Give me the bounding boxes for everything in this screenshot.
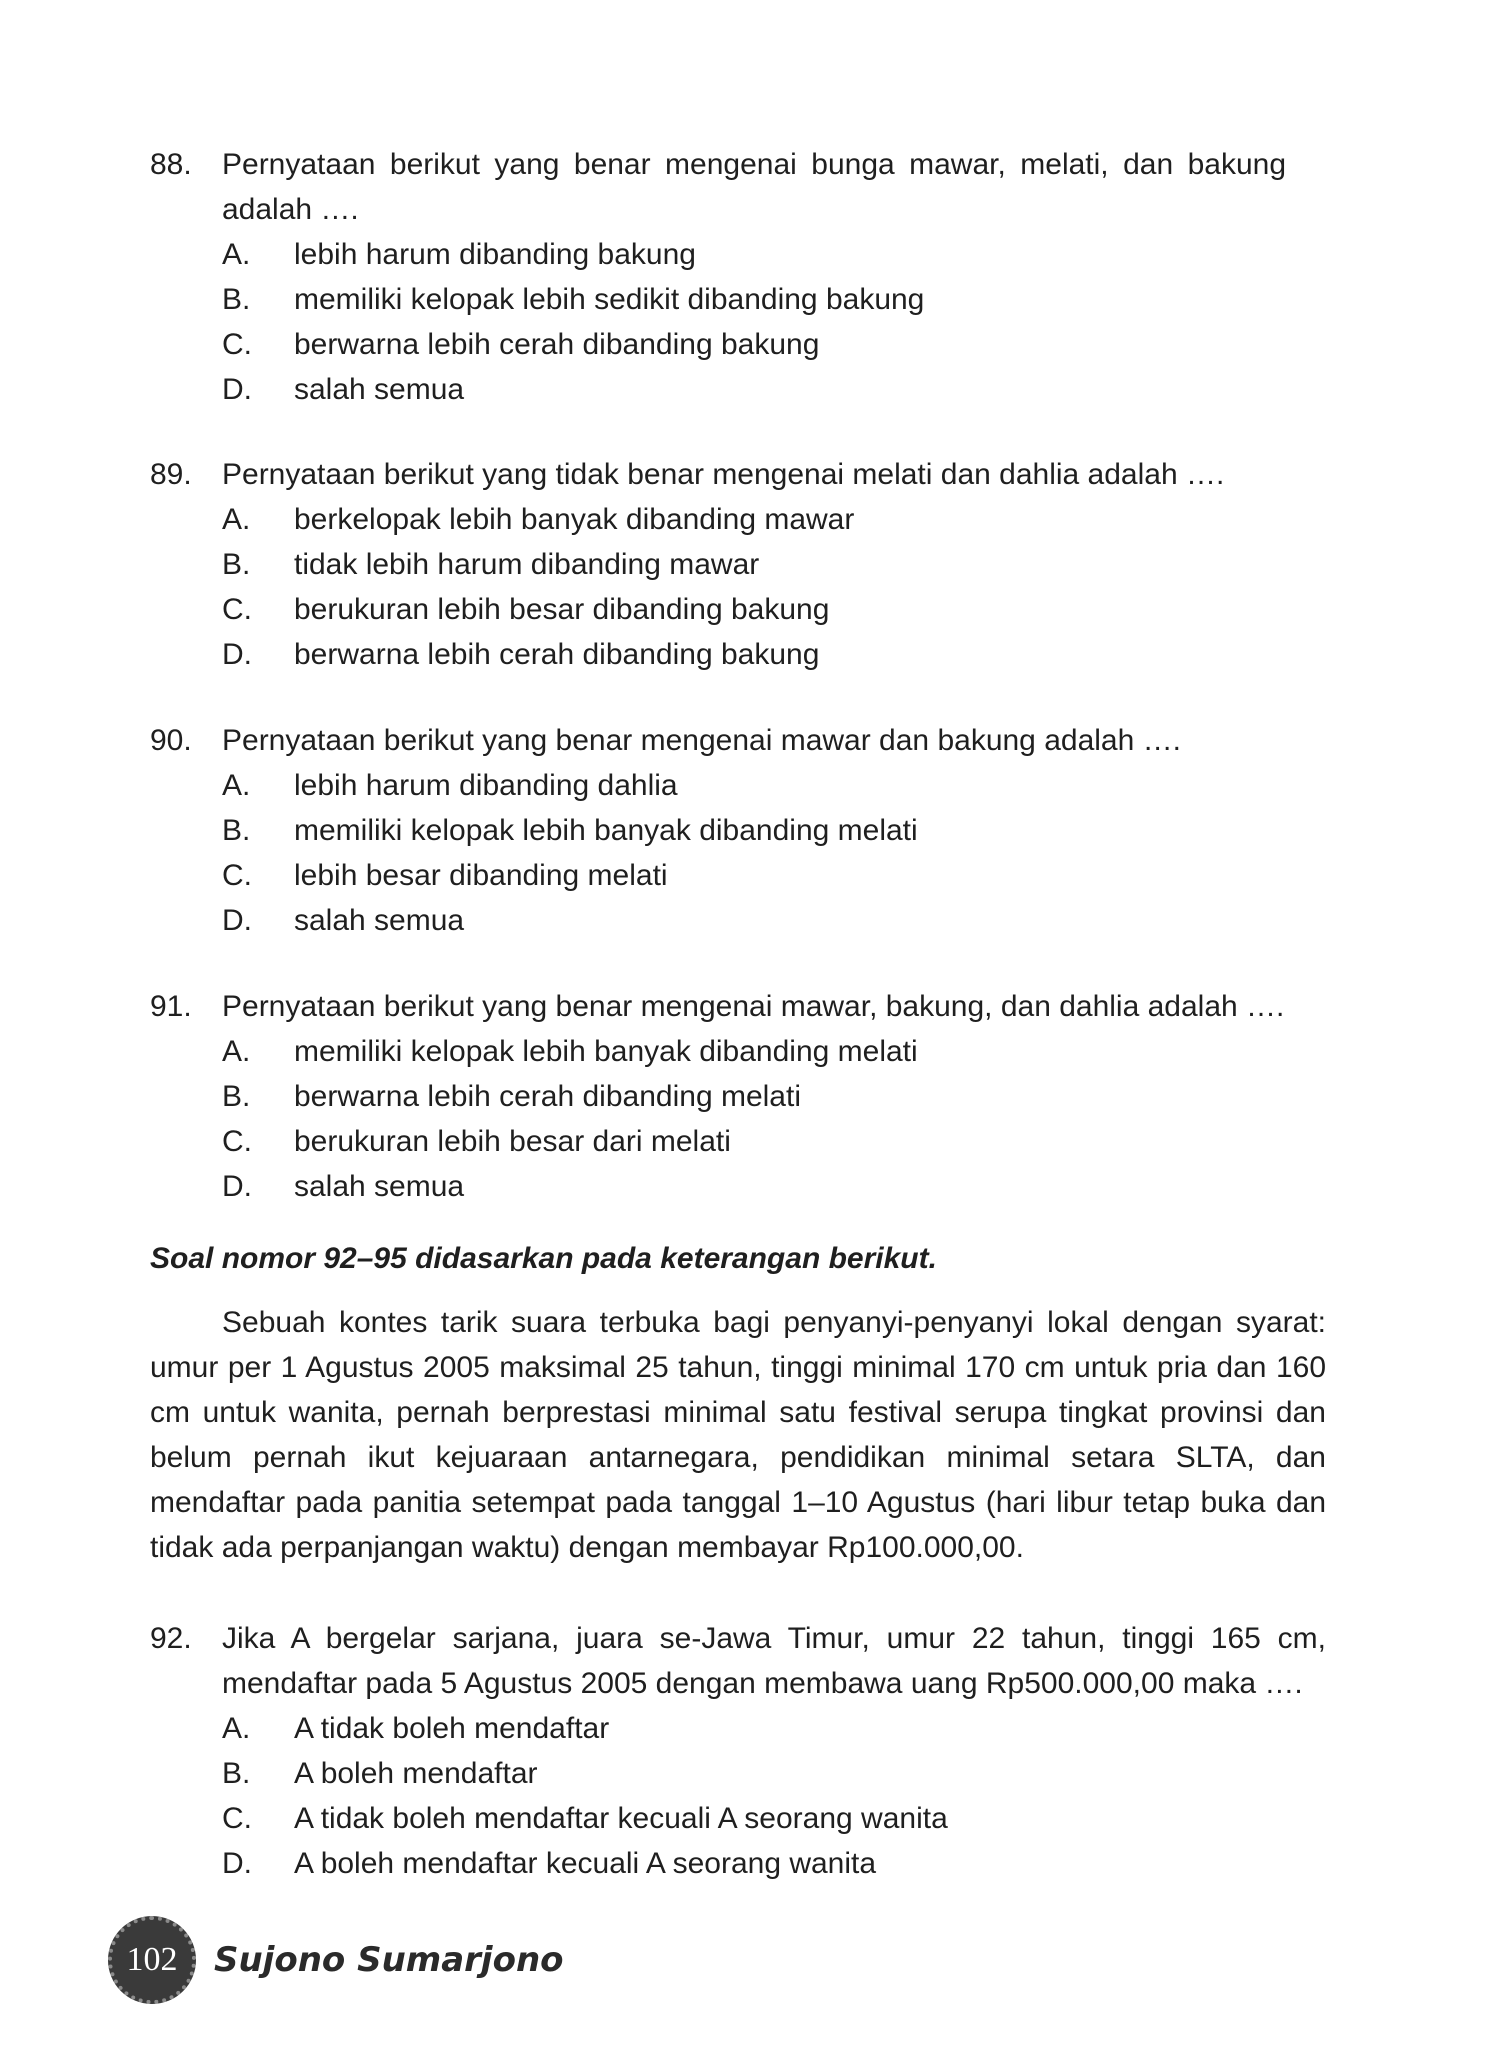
author-name: Sujono Sumarjono <box>214 1940 564 1980</box>
option-text: berukuran lebih besar dibanding bakung <box>294 593 830 626</box>
option-letter: D. <box>222 1170 252 1203</box>
question-text: Pernyataan berikut yang benar mengenai mawar, bakung, dan dahlia adalah …. <box>222 990 1285 1023</box>
question-text: Pernyataan berikut yang benar mengenai mawar dan bakung adalah …. <box>222 724 1181 757</box>
option-letter: A. <box>222 769 251 802</box>
option-letter: C. <box>222 1802 252 1835</box>
option-text: A boleh mendaftar kecuali A seorang wanita <box>294 1847 877 1880</box>
question-88 <box>150 142 1326 412</box>
option-text: memiliki kelopak lebih sedikit dibanding bakung <box>294 283 925 316</box>
option-c <box>222 587 1326 632</box>
option-letter: D. <box>222 1847 252 1880</box>
option-letter: D. <box>222 373 252 406</box>
page-number-badge <box>108 1916 196 2004</box>
option-letter: A. <box>222 1712 251 1745</box>
option-letter: D. <box>222 638 252 671</box>
option-c <box>222 322 1326 367</box>
option-b <box>222 1751 1326 1796</box>
option-text: salah semua <box>294 1170 465 1203</box>
option-letter: C. <box>222 593 252 626</box>
option-d <box>222 632 1326 677</box>
option-b <box>222 1074 1326 1119</box>
option-letter: C. <box>222 328 252 361</box>
option-a <box>222 1706 1326 1751</box>
question-number: 89. <box>150 458 192 491</box>
option-c <box>222 1119 1326 1164</box>
option-d <box>222 1164 1326 1209</box>
option-text: A tidak boleh mendaftar <box>294 1712 610 1745</box>
option-text: berwarna lebih cerah dibanding melati <box>294 1080 801 1113</box>
question-number: 88. <box>150 148 192 181</box>
option-letter: A. <box>222 1035 251 1068</box>
option-letter: C. <box>222 859 252 892</box>
option-text: salah semua <box>294 904 465 937</box>
option-text: A tidak boleh mendaftar kecuali A seorang wanita <box>294 1802 948 1835</box>
option-letter: A. <box>222 238 251 271</box>
question-text: Jika A bergelar sarjana, juara se-Jawa Timur, umur 22 tahun, tinggi 165 cm, mendaftar pada 5 Agustus 2005 dengan membawa uang Rp500.000,00 maka …. <box>222 1622 1326 1700</box>
option-letter: D. <box>222 904 252 937</box>
option-text: memiliki kelopak lebih banyak dibanding melati <box>294 814 918 847</box>
option-b <box>222 542 1326 587</box>
option-text: lebih harum dibanding bakung <box>294 238 696 271</box>
section-title: Soal nomor 92–95 didasarkan pada keterangan berikut. <box>150 1242 937 1275</box>
passage: Sebuah kontes tarik suara terbuka bagi penyanyi-penyanyi lokal dengan syarat: umur per 1 Agustus 2005 maksimal 25 tahun, tinggi minimal 170 cm untuk pria dan 160 cm untuk wanita, pernah berprestasi minimal satu festival serupa tingkat provinsi dan belum pernah ikut kejuaraan antarnegara, pendidikan minimal setara SLTA, dan mendaftar pada panitia setempat pada tanggal 1–10 Agustus (hari libur tetap buka dan tidak ada perpanjangan waktu) dengan membayar Rp100.000,00. <box>150 1306 1326 1564</box>
option-d <box>222 367 1326 412</box>
option-a <box>222 232 1326 277</box>
option-text: berwarna lebih cerah dibanding bakung <box>294 638 820 671</box>
option-b <box>222 277 1326 322</box>
option-b <box>222 808 1326 853</box>
option-letter: B. <box>222 548 251 581</box>
question-text: Pernyataan berikut yang tidak benar mengenai melati dan dahlia adalah …. <box>222 458 1225 491</box>
option-text: salah semua <box>294 373 465 406</box>
option-text: berwarna lebih cerah dibanding bakung <box>294 328 820 361</box>
option-text: lebih harum dibanding dahlia <box>294 769 678 802</box>
option-letter: B. <box>222 283 251 316</box>
question-number: 91. <box>150 990 192 1023</box>
option-c <box>222 1796 1326 1841</box>
option-text: memiliki kelopak lebih banyak dibanding melati <box>294 1035 918 1068</box>
page-footer <box>108 1912 564 2008</box>
option-c <box>222 853 1326 898</box>
option-a <box>222 763 1326 808</box>
option-text: berukuran lebih besar dari melati <box>294 1125 731 1158</box>
page-number: 102 <box>126 1941 178 1978</box>
option-text: A boleh mendaftar <box>294 1757 538 1790</box>
option-a <box>222 1029 1326 1074</box>
option-d <box>222 1841 1326 1886</box>
option-letter: C. <box>222 1125 252 1158</box>
question-text: Pernyataan berikut yang benar mengenai bunga mawar, melati, dan bakung adalah …. <box>222 148 1286 226</box>
option-letter: B. <box>222 1080 251 1113</box>
question-92 <box>150 1616 1326 1886</box>
question-number: 90. <box>150 724 192 757</box>
option-letter: B. <box>222 1757 251 1790</box>
question-number: 92. <box>150 1622 192 1655</box>
option-text: lebih besar dibanding melati <box>294 859 668 892</box>
question-89 <box>150 452 1326 677</box>
option-letter: B. <box>222 814 251 847</box>
option-text: berkelopak lebih banyak dibanding mawar <box>294 503 855 536</box>
option-text: tidak lebih harum dibanding mawar <box>294 548 760 581</box>
option-d <box>222 898 1326 943</box>
option-a <box>222 497 1326 542</box>
option-letter: A. <box>222 503 251 536</box>
question-90 <box>150 718 1326 943</box>
question-91 <box>150 984 1326 1209</box>
